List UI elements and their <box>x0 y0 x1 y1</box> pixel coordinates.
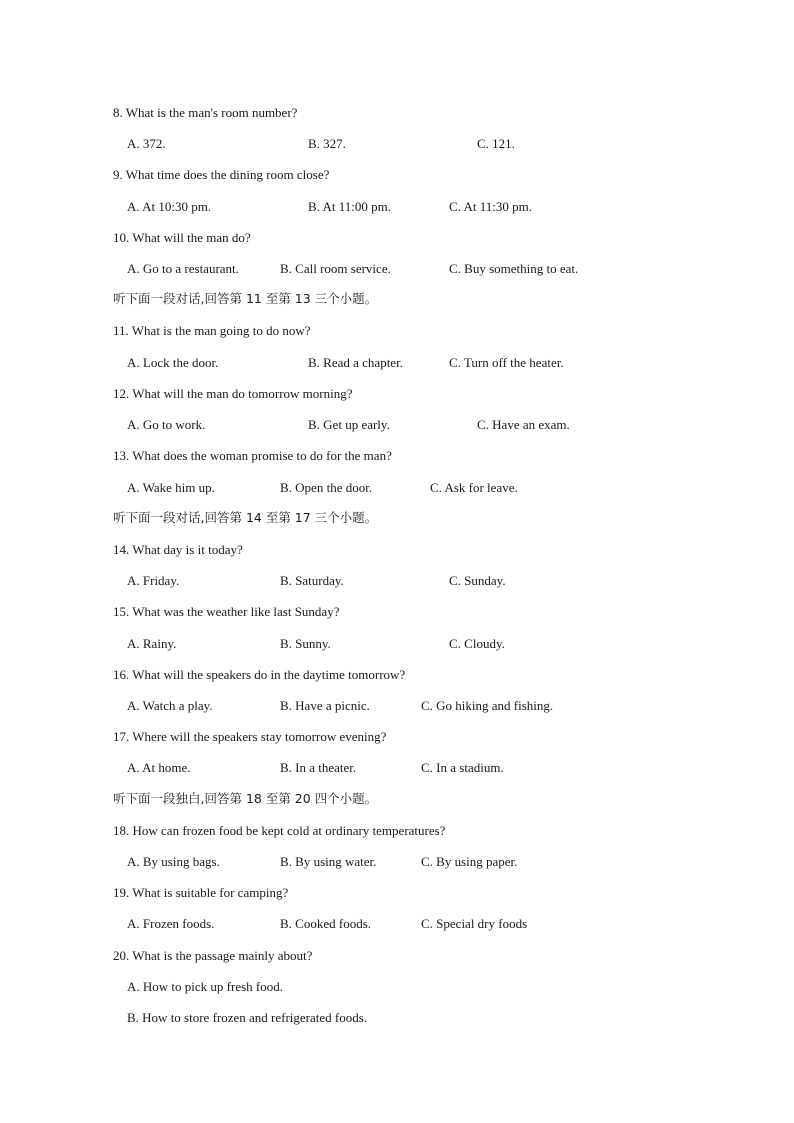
option-15c: C. Cloudy. <box>449 636 505 651</box>
option-8b: B. 327. <box>308 136 346 151</box>
option-9b: B. At 11:00 pm. <box>308 199 391 214</box>
option-10b: B. Call room service. <box>280 261 391 276</box>
option-15a: A. Rainy. <box>127 636 177 651</box>
option-17a: A. At home. <box>127 760 191 775</box>
option-18b: B. By using water. <box>280 854 377 869</box>
option-16c: C. Go hiking and fishing. <box>421 698 554 713</box>
option-18a: A. By using bags. <box>127 854 220 869</box>
option-8c: C. 121. <box>477 136 515 151</box>
question-16: 16. What will the speakers do in the daytime tomorrow? <box>113 667 406 682</box>
question-8: 8. What is the man's room number? <box>113 105 298 120</box>
option-18c: C. By using paper. <box>421 854 518 869</box>
option-12a: A. Go to work. <box>127 417 206 432</box>
option-19b: B. Cooked foods. <box>280 916 371 931</box>
option-9c: C. At 11:30 pm. <box>449 199 532 214</box>
option-19a: A. Frozen foods. <box>127 916 215 931</box>
question-11: 11. What is the man going to do now? <box>113 323 311 338</box>
option-14a: A. Friday. <box>127 573 180 588</box>
question-17: 17. Where will the speakers stay tomorrow evening? <box>113 729 387 744</box>
question-20: 20. What is the passage mainly about? <box>113 948 313 963</box>
question-9: 9. What time does the dining room close? <box>113 167 330 182</box>
question-18: 18. How can frozen food be kept cold at ordinary temperatures? <box>113 823 446 838</box>
option-11b: B. Read a chapter. <box>308 355 403 370</box>
section-heading-1: 听下面一段对话,回答第 11 至第 13 三个小题。 <box>113 291 378 306</box>
option-19c: C. Special dry foods <box>421 916 528 931</box>
option-10a: A. Go to a restaurant. <box>127 261 239 276</box>
option-11a: A. Lock the door. <box>127 355 219 370</box>
option-14b: B. Saturday. <box>280 573 344 588</box>
question-12: 12. What will the man do tomorrow morning? <box>113 386 353 401</box>
section-heading-3: 听下面一段独白,回答第 18 至第 20 四个小题。 <box>113 791 378 806</box>
option-13a: A. Wake him up. <box>127 480 215 495</box>
option-8a: A. 372. <box>127 136 166 151</box>
option-16a: A. Watch a play. <box>127 698 213 713</box>
option-13b: B. Open the door. <box>280 480 373 495</box>
question-13: 13. What does the woman promise to do for the man? <box>113 448 392 463</box>
option-14c: C. Sunday. <box>449 573 506 588</box>
option-20b: B. How to store frozen and refrigerated foods. <box>127 1010 368 1025</box>
option-16b: B. Have a picnic. <box>280 698 370 713</box>
option-13c: C. Ask for leave. <box>430 480 518 495</box>
option-15b: B. Sunny. <box>280 636 331 651</box>
option-12c: C. Have an exam. <box>477 417 570 432</box>
question-15: 15. What was the weather like last Sunday? <box>113 604 340 619</box>
option-12b: B. Get up early. <box>308 417 390 432</box>
question-10: 10. What will the man do? <box>113 230 251 245</box>
question-14: 14. What day is it today? <box>113 542 243 557</box>
option-10c: C. Buy something to eat. <box>449 261 579 276</box>
option-20a: A. How to pick up fresh food. <box>127 979 283 994</box>
option-9a: A. At 10:30 pm. <box>127 199 212 214</box>
section-heading-2: 听下面一段对话,回答第 14 至第 17 三个小题。 <box>113 510 378 525</box>
option-17b: B. In a theater. <box>280 760 357 775</box>
option-17c: C. In a stadium. <box>421 760 504 775</box>
option-11c: C. Turn off the heater. <box>449 355 564 370</box>
question-19: 19. What is suitable for camping? <box>113 885 289 900</box>
